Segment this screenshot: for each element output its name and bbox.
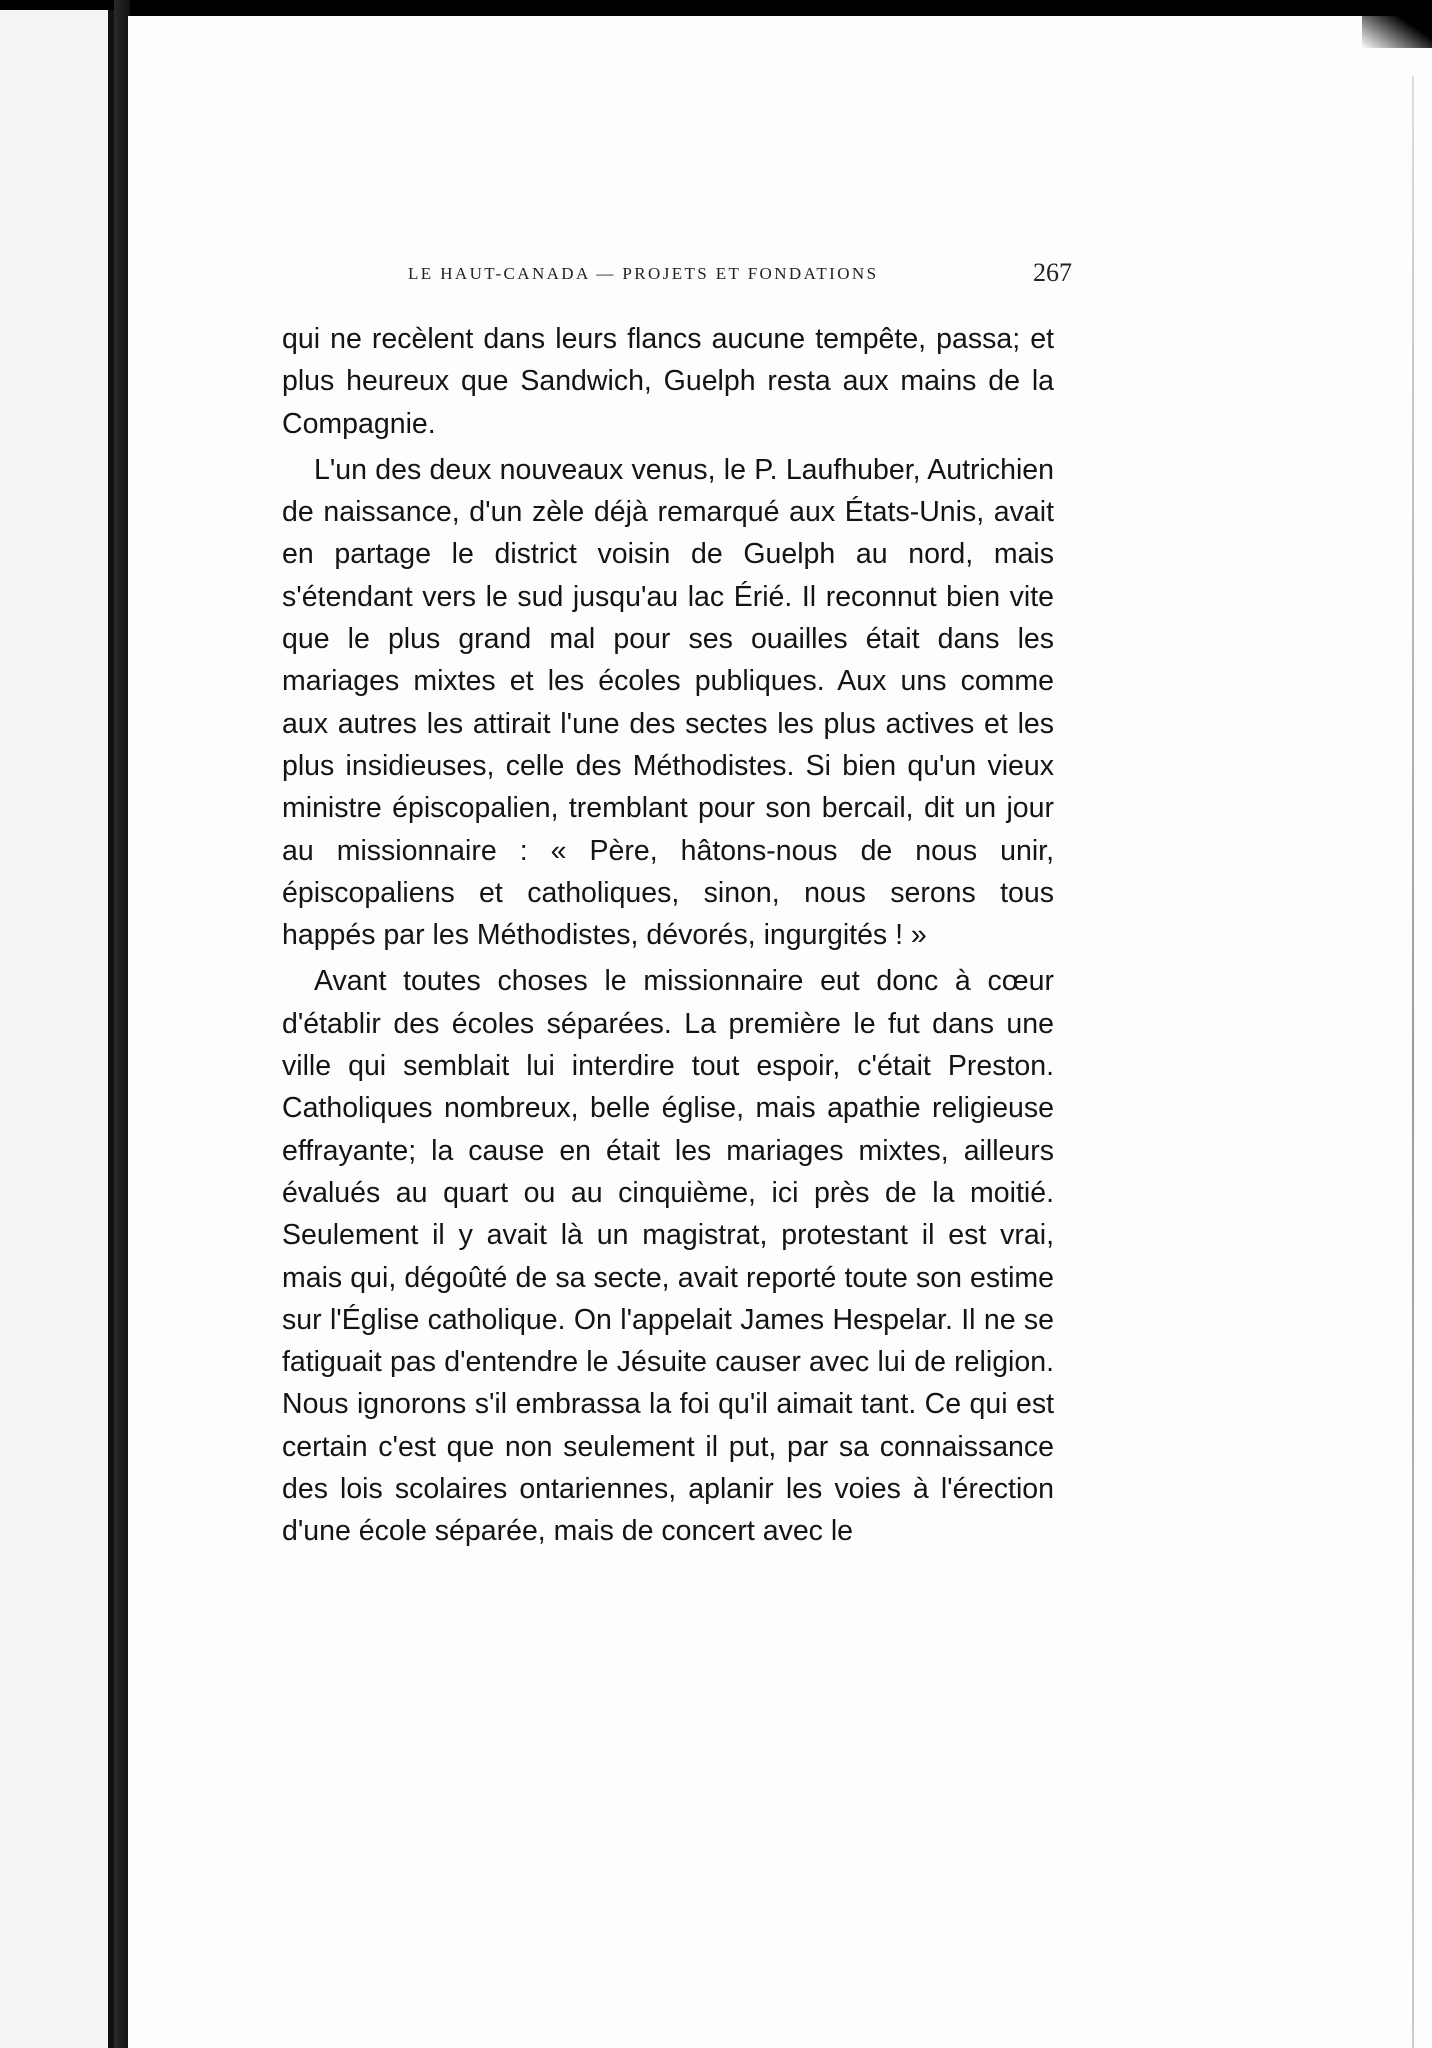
page-number: 267 <box>1033 258 1072 287</box>
running-head-title: LE HAUT-CANADA — PROJETS ET FONDATIONS <box>408 264 879 283</box>
body-text <box>282 318 1054 1553</box>
previous-page-edge <box>0 10 114 2048</box>
paragraph-2: L'un des deux nouveaux venus, le P. Laufhuber, Autrichien de naissance, d'un zèle déjà remarqué aux États-Unis, avait en partage le district voisin de Guelph au nord, mais s'étendant vers le sud jusqu'au lac Érié. Il reconnut bien vite que le plus grand mal pour ses ouailles était dans les mariages mixtes et les écoles publiques. Aux uns comme aux autres les attirait l'une des sectes les plus actives et les plus insidieuses, celle des Méthodistes. Si bien qu'un vieux ministre épiscopalien, tremblant pour son bercail, dit un jour au missionnaire : « Père, hâtons-nous de nous unir, épiscopaliens et catholiques, sinon, nous serons tous happés par les Méthodistes, dévorés, ingurgités ! » <box>282 453 1054 952</box>
page-edge-shadow <box>1412 76 1414 2048</box>
paragraph-3: Avant toutes choses le missionnaire eut donc à cœur d'établir des écoles séparées. La première le fut dans une ville qui semblait lui interdire tout espoir, c'était Preston. Catholiques nombreux, belle église, mais apathie religieuse effrayante; la cause en était les mariages mixtes, ailleurs évalués au quart ou au cinquième, ici près de la moitié. Seulement il y avait là un magistrat, protestant il est vrai, mais qui, dégoûté de sa secte, avait reporté toute son estime sur l'Église catholique. On l'appelait James Hespelar. Il ne se fatiguait pas d'entendre le Jésuite causer avec lui de religion. Nous ignorons s'il embrassa la foi qu'il aimait tant. Ce qui est certain c'est que non seulement il put, par sa connaissance des lois scolaires ontariennes, aplanir les voies à l'érection d'une école séparée, mais de concert avec le <box>282 965 1054 1548</box>
paragraph-1: qui ne recèlent dans leurs flancs aucune tempête, passa; et plus heureux que Sandwich, Guelph resta aux mains de la Compagnie. <box>282 323 1054 440</box>
scan-corner-shadow <box>1362 0 1432 48</box>
